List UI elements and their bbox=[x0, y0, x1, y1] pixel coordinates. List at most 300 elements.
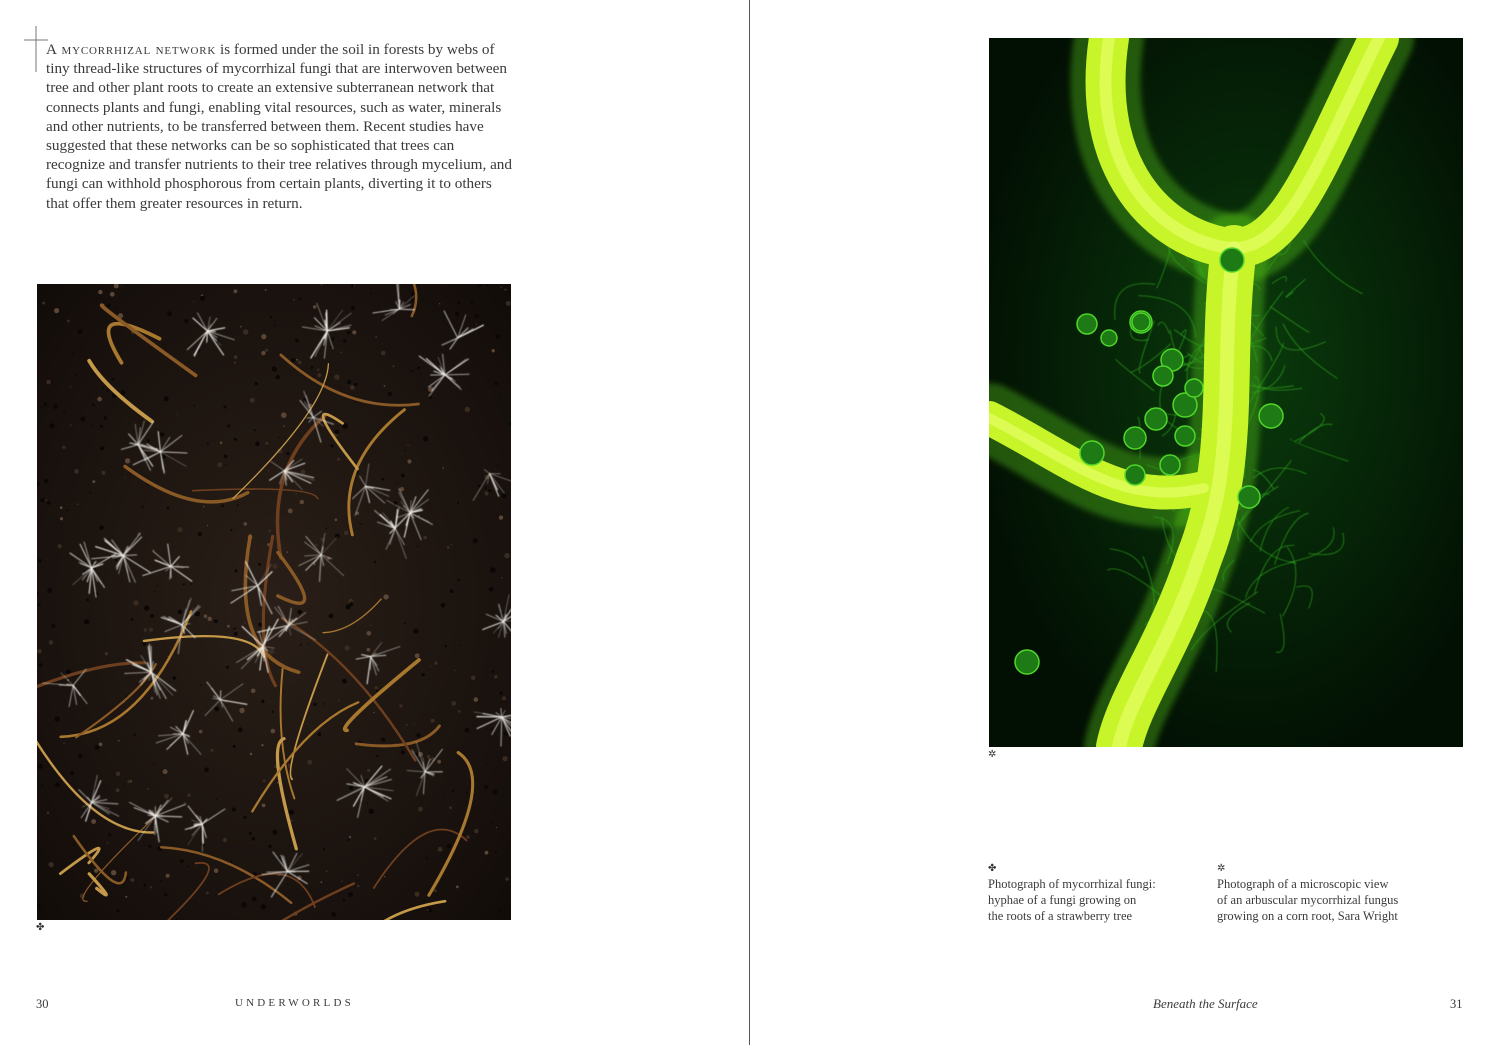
soil-speck bbox=[351, 284, 354, 287]
soil-speck bbox=[224, 454, 228, 458]
soil-speck bbox=[451, 701, 456, 706]
soil-speck bbox=[416, 733, 420, 737]
soil-speck bbox=[44, 403, 47, 406]
soil-speck bbox=[300, 644, 302, 646]
soil-speck bbox=[106, 389, 108, 391]
soil-speck bbox=[163, 769, 168, 774]
soil-speck bbox=[49, 423, 54, 428]
soil-speck bbox=[234, 628, 236, 630]
soil-speck bbox=[352, 330, 356, 334]
soil-speck bbox=[384, 385, 386, 387]
soil-speck bbox=[147, 484, 149, 486]
soil-speck bbox=[149, 628, 153, 632]
soil-speck bbox=[63, 743, 65, 745]
soil-speck bbox=[116, 909, 119, 912]
soil-speck bbox=[90, 492, 92, 494]
soil-speck bbox=[295, 493, 297, 495]
soil-speck bbox=[357, 874, 359, 876]
running-head-left: UNDERWORLDS bbox=[235, 997, 354, 1009]
soil-speck bbox=[160, 432, 164, 436]
soil-speck bbox=[454, 670, 456, 672]
soil-speck bbox=[92, 404, 95, 407]
soil-speck bbox=[38, 764, 43, 769]
spore-vesicle bbox=[1175, 426, 1195, 446]
soil-speck bbox=[255, 442, 260, 447]
soil-speck bbox=[492, 670, 495, 673]
soil-speck bbox=[160, 880, 162, 882]
soil-speck bbox=[208, 617, 212, 621]
soil-speck bbox=[349, 602, 353, 606]
soil-speck bbox=[399, 704, 402, 707]
soil-speck bbox=[203, 506, 205, 508]
soil-speck bbox=[311, 366, 314, 369]
soil-roots-image bbox=[37, 284, 511, 920]
soil-speck bbox=[344, 531, 349, 536]
soil-speck bbox=[269, 649, 274, 654]
soil-speck bbox=[383, 594, 388, 599]
soil-speck bbox=[78, 754, 82, 758]
soil-speck bbox=[193, 301, 194, 302]
soil-speck bbox=[500, 287, 502, 289]
soil-speck bbox=[246, 633, 247, 634]
soil-speck bbox=[503, 756, 508, 761]
soil-speck bbox=[393, 365, 395, 367]
soil-speck bbox=[92, 480, 95, 483]
soil-speck bbox=[348, 839, 350, 841]
soil-speck bbox=[397, 467, 398, 468]
soil-speck bbox=[214, 868, 219, 873]
soil-speck bbox=[300, 500, 304, 504]
soil-speck bbox=[111, 870, 116, 875]
soil-speck bbox=[447, 844, 451, 848]
caption-2: Photograph of a microscopic view of an arbuscular mycorrhizal fungus growing on a corn root, Sara Wright bbox=[1217, 877, 1399, 923]
soil-speck bbox=[270, 316, 272, 318]
soil-speck bbox=[272, 830, 277, 835]
spore-vesicle bbox=[1238, 486, 1260, 508]
soil-speck bbox=[504, 732, 508, 736]
soil-speck bbox=[173, 676, 177, 680]
soil-speck bbox=[401, 474, 405, 478]
soil-speck bbox=[72, 353, 74, 355]
soil-speck bbox=[324, 703, 326, 705]
soil-speck bbox=[102, 387, 104, 389]
soil-speck bbox=[224, 406, 227, 409]
soil-speck bbox=[357, 885, 360, 888]
soil-speck bbox=[125, 896, 127, 898]
soil-speck bbox=[340, 351, 342, 353]
soil-speck bbox=[293, 299, 295, 301]
soil-speck bbox=[381, 738, 385, 742]
soil-speck bbox=[176, 919, 177, 920]
soil-speck bbox=[258, 563, 261, 566]
soil-speck bbox=[343, 340, 346, 343]
soil-speck bbox=[75, 375, 77, 377]
soil-speck bbox=[268, 845, 271, 848]
soil-speck bbox=[331, 912, 336, 917]
soil-speck bbox=[465, 728, 470, 733]
soil-speck bbox=[54, 308, 59, 313]
soil-speck bbox=[204, 767, 209, 772]
soil-speck bbox=[262, 804, 266, 808]
soil-speck bbox=[164, 893, 167, 896]
soil-speck bbox=[84, 619, 89, 624]
soil-speck bbox=[206, 892, 209, 895]
soil-speck bbox=[125, 477, 126, 478]
soil-speck bbox=[177, 527, 182, 532]
soil-speck bbox=[49, 640, 53, 644]
soil-speck bbox=[296, 359, 298, 361]
soil-speck bbox=[243, 329, 248, 334]
soil-speck bbox=[471, 676, 476, 681]
soil-speck bbox=[330, 346, 332, 348]
soil-speck bbox=[51, 624, 55, 628]
soil-speck bbox=[492, 349, 495, 352]
spore-vesicle bbox=[1185, 379, 1203, 397]
soil-speck bbox=[271, 729, 276, 734]
soil-speck bbox=[187, 794, 190, 797]
spore-vesicle bbox=[1145, 408, 1167, 430]
soil-speck bbox=[244, 522, 248, 526]
soil-speck bbox=[434, 661, 437, 664]
soil-speck bbox=[121, 285, 122, 286]
soil-speck bbox=[144, 605, 150, 611]
soil-speck bbox=[54, 716, 60, 722]
soil-speck bbox=[121, 390, 126, 395]
soil-speck bbox=[49, 862, 54, 867]
soil-speck bbox=[442, 467, 444, 469]
soil-speck bbox=[367, 803, 369, 805]
soil-speck bbox=[286, 551, 288, 553]
soil-speck bbox=[411, 370, 413, 372]
soil-speck bbox=[151, 697, 154, 700]
spore-vesicle bbox=[1124, 427, 1146, 449]
soil-speck bbox=[239, 708, 244, 713]
soil-speck bbox=[244, 622, 246, 624]
soil-speck bbox=[423, 436, 428, 441]
soil-speck bbox=[496, 334, 501, 339]
soil-speck bbox=[313, 305, 317, 309]
soil-speck bbox=[457, 502, 459, 504]
soil-speck bbox=[47, 811, 50, 814]
soil-speck bbox=[226, 666, 229, 669]
soil-speck bbox=[47, 501, 51, 505]
soil-speck bbox=[42, 302, 45, 305]
soil-speck bbox=[97, 397, 102, 402]
soil-speck bbox=[314, 564, 316, 566]
soil-speck bbox=[107, 842, 109, 844]
soil-speck bbox=[100, 425, 103, 428]
soil-speck bbox=[70, 771, 74, 775]
soil-speck bbox=[430, 665, 431, 666]
soil-speck bbox=[350, 385, 355, 390]
soil-speck bbox=[427, 910, 428, 911]
soil-speck bbox=[484, 785, 488, 789]
soil-speck bbox=[115, 559, 117, 561]
soil-speck bbox=[273, 564, 278, 569]
soil-speck bbox=[321, 537, 326, 542]
soil-speck bbox=[414, 724, 416, 726]
soil-speck bbox=[143, 884, 146, 887]
soil-speck bbox=[307, 760, 312, 765]
soil-speck bbox=[40, 407, 41, 408]
soil-speck bbox=[367, 648, 371, 652]
soil-speck bbox=[80, 417, 85, 422]
soil-speck bbox=[70, 386, 72, 388]
soil-speck bbox=[198, 532, 202, 536]
soil-speck bbox=[427, 755, 431, 759]
spore-vesicle bbox=[1101, 330, 1117, 346]
soil-speck bbox=[494, 675, 497, 678]
soil-speck bbox=[330, 444, 333, 447]
soil-speck bbox=[272, 711, 274, 713]
soil-speck bbox=[268, 530, 271, 533]
soil-speck bbox=[234, 361, 236, 363]
soil-speck bbox=[177, 414, 178, 415]
mycelium-hypha bbox=[399, 309, 414, 310]
soil-speck bbox=[283, 425, 285, 427]
soil-speck bbox=[207, 442, 209, 444]
soil-speck bbox=[337, 458, 340, 461]
soil-speck bbox=[127, 780, 130, 783]
soil-speck bbox=[501, 577, 502, 578]
soil-speck bbox=[500, 691, 503, 694]
soil-speck bbox=[53, 404, 58, 409]
soil-speck bbox=[188, 866, 190, 868]
soil-speck bbox=[190, 583, 192, 585]
soil-speck bbox=[111, 378, 114, 381]
caption-1-marker: ✤ bbox=[988, 863, 997, 874]
fluorescent-root-photo bbox=[989, 38, 1463, 747]
spore-vesicle bbox=[1132, 313, 1150, 331]
soil-speck bbox=[193, 405, 195, 407]
soil-speck bbox=[78, 329, 83, 334]
soil-speck bbox=[502, 493, 507, 498]
soil-speck bbox=[478, 284, 481, 287]
soil-speck bbox=[265, 289, 267, 291]
soil-speck bbox=[335, 430, 340, 435]
soil-speck bbox=[207, 525, 208, 526]
soil-speck bbox=[118, 740, 120, 742]
lead-in-smallcaps: A mycorrhizal network bbox=[46, 41, 217, 58]
soil-speck bbox=[301, 470, 306, 475]
soil-speck bbox=[367, 769, 370, 772]
right-page bbox=[750, 0, 1500, 1045]
soil-speck bbox=[220, 442, 223, 445]
soil-speck bbox=[46, 380, 50, 384]
soil-speck bbox=[86, 598, 89, 601]
soil-speck bbox=[223, 838, 227, 842]
soil-speck bbox=[231, 861, 233, 863]
soil-speck bbox=[444, 796, 446, 798]
mycelium-hypha bbox=[220, 691, 221, 700]
soil-speck bbox=[250, 753, 253, 756]
soil-speck bbox=[474, 697, 479, 702]
soil-speck bbox=[131, 618, 134, 621]
soil-speck bbox=[376, 755, 378, 757]
soil-speck bbox=[281, 412, 287, 418]
soil-speck bbox=[489, 587, 494, 592]
soil-speck bbox=[255, 382, 258, 385]
soil-speck bbox=[116, 788, 120, 792]
soil-speck bbox=[486, 284, 489, 287]
soil-speck bbox=[343, 899, 346, 902]
soil-speck bbox=[276, 375, 281, 380]
soil-speck bbox=[407, 444, 409, 446]
soil-speck bbox=[263, 547, 264, 548]
soil-speck bbox=[490, 728, 492, 730]
soil-speck bbox=[252, 897, 257, 902]
soil-speck bbox=[381, 351, 386, 356]
soil-speck bbox=[289, 810, 294, 815]
soil-speck bbox=[484, 491, 488, 495]
soil-speck bbox=[326, 870, 328, 872]
soil-speck bbox=[163, 892, 164, 893]
soil-speck bbox=[100, 446, 104, 450]
soil-speck bbox=[149, 845, 152, 848]
soil-speck bbox=[458, 710, 461, 713]
soil-speck bbox=[250, 398, 255, 403]
soil-speck bbox=[234, 289, 238, 293]
soil-speck bbox=[323, 848, 325, 850]
soil-speck bbox=[400, 487, 404, 491]
soil-speck bbox=[465, 407, 470, 412]
soil-speck bbox=[506, 877, 509, 880]
soil-speck bbox=[317, 373, 321, 377]
spore-vesicle bbox=[1220, 248, 1244, 272]
soil-speck bbox=[130, 878, 134, 882]
soil-speck bbox=[384, 876, 385, 877]
soil-speck bbox=[116, 772, 121, 777]
crop-mark-icon bbox=[24, 26, 48, 72]
soil-speck bbox=[492, 789, 497, 794]
soil-speck bbox=[335, 534, 340, 539]
soil-speck bbox=[227, 625, 230, 628]
soil-speck bbox=[261, 744, 263, 746]
soil-speck bbox=[437, 760, 441, 764]
soil-speck bbox=[142, 506, 144, 508]
soil-speck bbox=[375, 686, 379, 690]
soil-speck bbox=[381, 478, 384, 481]
soil-speck bbox=[234, 632, 238, 636]
soil-speck bbox=[388, 392, 392, 396]
soil-speck bbox=[404, 623, 406, 625]
soil-speck bbox=[484, 487, 486, 489]
soil-speck bbox=[192, 608, 194, 610]
soil-speck bbox=[98, 290, 102, 294]
soil-speck bbox=[63, 411, 65, 413]
soil-speck bbox=[434, 889, 437, 892]
soil-speck bbox=[133, 600, 138, 605]
soil-speck bbox=[474, 829, 478, 833]
soil-speck bbox=[60, 506, 63, 509]
soil-speck bbox=[415, 653, 420, 658]
soil-speck bbox=[418, 807, 423, 812]
spore-vesicle bbox=[1259, 404, 1283, 428]
soil-speck bbox=[347, 331, 350, 334]
soil-speck bbox=[473, 538, 478, 543]
soil-speck bbox=[230, 529, 232, 531]
spore-vesicle bbox=[1153, 366, 1173, 386]
soil-speck bbox=[451, 544, 453, 546]
soil-speck bbox=[183, 583, 185, 585]
soil-speck bbox=[347, 288, 348, 289]
soil-speck bbox=[125, 458, 130, 463]
soil-speck bbox=[298, 361, 302, 365]
soil-speck bbox=[423, 536, 427, 540]
soil-speck bbox=[241, 902, 246, 907]
soil-speck bbox=[261, 904, 266, 909]
soil-speck bbox=[99, 743, 103, 747]
soil-speck bbox=[478, 484, 481, 487]
soil-speck bbox=[338, 700, 340, 702]
spore-vesicle bbox=[1077, 314, 1097, 334]
soil-speck bbox=[123, 784, 124, 785]
soil-speck bbox=[407, 459, 411, 463]
soil-speck bbox=[335, 518, 338, 521]
soil-speck bbox=[380, 487, 381, 488]
soil-speck bbox=[234, 438, 237, 441]
soil-speck bbox=[110, 292, 115, 297]
soil-speck bbox=[60, 285, 62, 287]
soil-speck bbox=[108, 833, 111, 836]
soil-speck bbox=[204, 614, 208, 618]
soil-speck bbox=[295, 339, 299, 343]
soil-speck bbox=[164, 396, 169, 401]
soil-speck bbox=[291, 358, 295, 362]
soil-speck bbox=[457, 302, 459, 304]
soil-speck bbox=[232, 807, 236, 811]
soil-speck bbox=[66, 509, 68, 511]
soil-speck bbox=[99, 526, 104, 531]
spore-vesicle bbox=[1125, 465, 1145, 485]
soil-speck bbox=[150, 886, 152, 888]
soil-speck bbox=[317, 732, 321, 736]
soil-speck bbox=[268, 470, 269, 471]
soil-speck bbox=[487, 764, 489, 766]
soil-speck bbox=[498, 396, 500, 398]
soil-speck bbox=[499, 515, 503, 519]
soil-speck bbox=[376, 689, 378, 691]
soil-speck bbox=[494, 382, 498, 386]
spore-vesicle bbox=[1160, 455, 1180, 475]
soil-speck bbox=[47, 588, 52, 593]
soil-speck bbox=[329, 614, 334, 619]
soil-speck bbox=[44, 479, 48, 483]
soil-speck bbox=[265, 349, 268, 352]
soil-speck bbox=[393, 501, 397, 505]
soil-speck bbox=[485, 851, 489, 855]
soil-speck bbox=[107, 304, 110, 307]
soil-speck bbox=[421, 673, 425, 677]
soil-speck bbox=[261, 334, 266, 339]
soil-speck bbox=[77, 503, 79, 505]
soil-speck bbox=[107, 870, 108, 871]
soil-speck bbox=[315, 544, 317, 546]
soil-speck bbox=[287, 883, 289, 885]
soil-speck bbox=[235, 569, 238, 572]
soil-speck bbox=[325, 528, 327, 530]
soil-speck bbox=[426, 857, 428, 859]
soil-speck bbox=[265, 442, 268, 445]
soil-speck bbox=[38, 663, 42, 667]
soil-speck bbox=[449, 806, 452, 809]
soil-speck bbox=[102, 471, 106, 475]
soil-speck bbox=[60, 517, 63, 520]
soil-speck bbox=[200, 296, 205, 301]
soil-speck bbox=[341, 881, 343, 883]
soil-speck bbox=[429, 396, 432, 399]
soil-speck bbox=[370, 292, 372, 294]
